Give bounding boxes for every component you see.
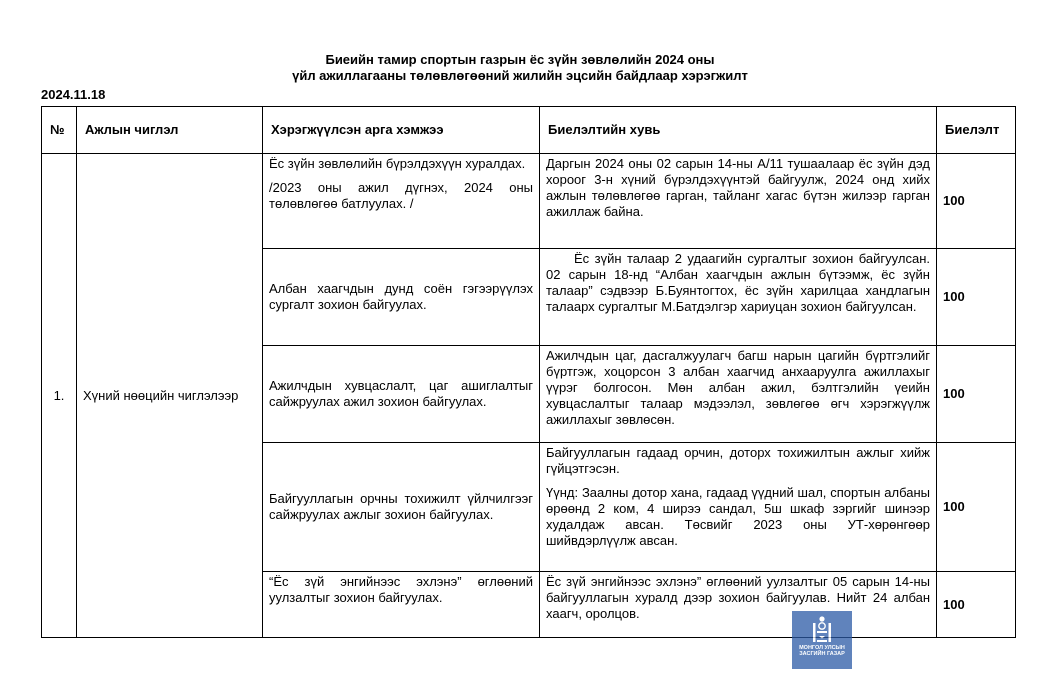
action-text: /2023 оны ажил дүгнэх, 2024 оны төлөвлөгөө батлуулах. /: [269, 180, 533, 211]
report-table: [41, 106, 1016, 638]
action-cell: [263, 249, 540, 346]
percent-cell: 100: [937, 572, 1016, 638]
action-cell: [263, 154, 540, 249]
result-text: Даргын 2024 оны 02 сарын 14-ны А/11 тушаалаар ёс зүйн дэд хороог 3-н хүний бүрэлдэхүүнтэй байгуулж, 2024 онд хийх ажлын төлөвлөгөө гарган, тайланг хагас бүтэн жилээр гарган ажиллаж байна.: [546, 156, 930, 219]
action-cell: [263, 443, 540, 572]
header-direction: Ажлын чиглэл: [77, 107, 263, 154]
title-line-2: үйл ажиллагааны төлөвлөгөөний жилийн эцсийн байдлаар хэрэгжилт: [292, 68, 748, 83]
action-text: Ажилчдын хувцаслалт, цаг ашиглалтыг сайжруулах ажил зохион байгуулах.: [269, 378, 533, 409]
result-cell: [540, 572, 937, 638]
action-text: “Ёс зүй энгийнээс эхлэнэ” өглөөний уулзалтыг зохион байгуулах.: [269, 574, 533, 605]
result-cell: [540, 346, 937, 443]
header-result: Биелэлтийн хувь: [540, 107, 937, 154]
percent-cell: 100: [937, 443, 1016, 572]
header-actions: Хэрэгжүүлсэн арга хэмжээ: [263, 107, 540, 154]
result-text: Ёс зүйн талаар 2 удаагийн сургалтыг зохион байгуулсан. 02 сарын 18-нд “Албан хаагчдын ажлын бүтээмж, ёс зүйн талаар” сэдвээр Б.Буянтогтох, ёс зүйн харилцаа хандлагын талаарх сургалтыг М.Батдэлгэр хариуцан зохион байгуулсан.: [546, 251, 930, 314]
table-row: [42, 154, 1016, 249]
emblem-line-1: МОНГОЛ УЛСЫН: [799, 645, 845, 651]
table-header-row: [42, 107, 1016, 154]
action-text: Албан хаагчдын дунд соён гэгээрүүлэх сургалт зохион байгуулах.: [269, 281, 533, 312]
action-text: Ёс зүйн зөвлөлийн бүрэлдэхүүн хуралдах.: [269, 156, 526, 171]
result-cell: [540, 249, 937, 346]
percent-cell: 100: [937, 346, 1016, 443]
result-cell: [540, 154, 937, 249]
header-number: №: [42, 107, 77, 154]
action-cell: [263, 346, 540, 443]
section-number: 1.: [42, 154, 77, 638]
result-text: Байгууллагын гадаад орчин, доторх тохижилтын ажлыг хийж гүйцэтгэсэн.: [546, 445, 930, 476]
result-cell: [540, 443, 937, 572]
emblem-line-2: ЗАСГИЙН ГАЗАР: [799, 651, 845, 657]
government-emblem: [792, 611, 852, 669]
percent-cell: 100: [937, 249, 1016, 346]
document-title: [0, 52, 1040, 84]
result-text: Ажилчдын цаг, дасгалжуулагч багш нарын цагийн бүртгэлийг бүртгэж, хоцорсон 3 албан хаагчид анхааруулга ажиллахыг үүрэг болгосон. Мөн албан ажил, бэлтгэлийн үеийн хувцаслалтыг талаар мэдээлэл, зөвлөгөө өгч хэрэгжүүлж ажиллахыг зөвлөсөн.: [546, 348, 930, 427]
title-line-1: Биеийн тамир спортын газрын ёс зүйн зөвлөлийн 2024 оны: [325, 52, 715, 67]
action-text: Байгууллагын орчны тохижилт үйлчилгээг сайжруулах ажлыг зохион байгуулах.: [269, 491, 533, 522]
soyombo-emblem-icon: [811, 615, 833, 645]
action-cell: [263, 572, 540, 638]
section-direction: Хүний нөөцийн чиглэлээр: [77, 154, 263, 638]
document-date: 2024.11.18: [41, 87, 106, 102]
percent-cell: 100: [937, 154, 1016, 249]
result-text: Ёс зүй энгийнээс эхлэнэ” өглөөний уулзалтыг 05 сарын 14-ны байгууллагын хуралд дээр зохион байгуулав. Нийт 24 албан хаагч, оролцов.: [546, 574, 930, 621]
result-text: Үүнд: Заалны дотор хана, гадаад үүдний шал, спортын албаны өрөөнд 2 ком, 4 ширээ сандал, 5ш шкаф зэргийг шинээр худалдаж авсан. Төсвийг 2023 оны УТ-хөрөнгөөр шийвдэрлүүлж авсан.: [546, 485, 930, 548]
header-percent: Биелэлт: [937, 107, 1016, 154]
